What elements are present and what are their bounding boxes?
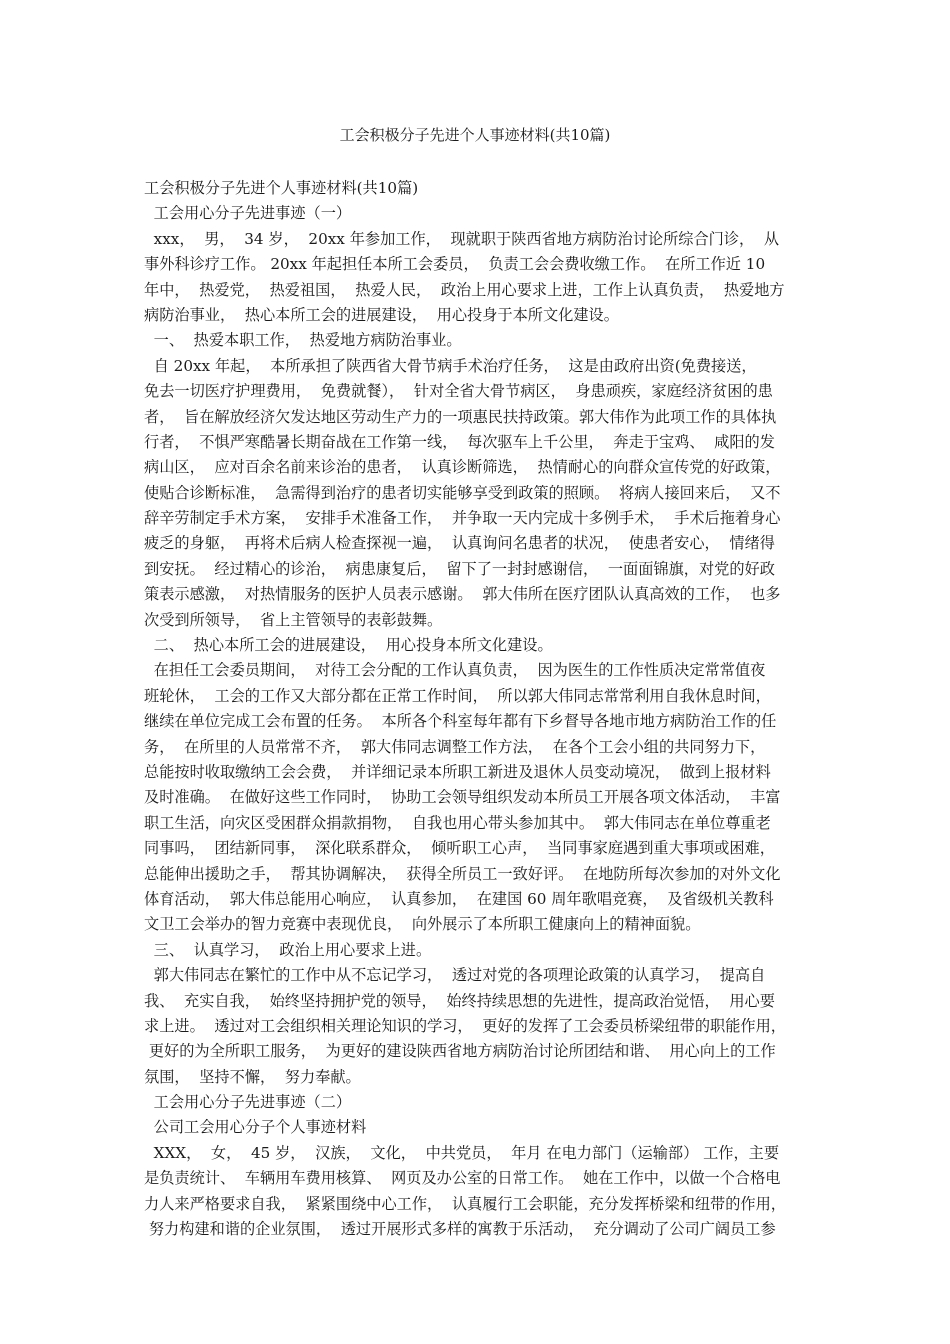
body-line: 及时准确。 在做好这些工作同时， 协助工会领导组织发动本所员工开展各项文体活动， 丰富 <box>144 788 781 807</box>
body-line: 体育活动， 郭大伟总能用心响应， 认真参加， 在建国 60 周年歌唱竞赛， 及省级机关教科 <box>144 889 774 908</box>
body-line: 更好的为全所职工服务， 为更好的建设陕西省地方病防治讨论所团结和谐、 用心向上的工作 <box>144 1042 776 1061</box>
body-line: 策表示感激， 对热情服务的医护人员表示感谢。 郭大伟所在医疗团队认真高效的工作， 也多 <box>144 585 781 604</box>
body-line: 病防治事业， 热心本所工会的进展建设， 用心投身于本所文化建设。 <box>144 305 619 324</box>
body-line: 病山区， 应对百余名前来诊治的患者， 认真诊断筛选， 热情耐心的向群众宣传党的好政策， <box>144 458 781 477</box>
body-line: 者， 旨在解放经济欠发达地区劳动生产力的一项惠民扶持政策。郭大伟作为此项工作的具体执 <box>144 407 777 426</box>
body-line: 三、 认真学习， 政治上用心要求上进。 <box>144 940 432 959</box>
body-line: 总能伸出援助之手， 帮其协调解决， 获得全所员工一致好评。 在地防所每次参加的对外文化 <box>144 864 781 883</box>
body-line: 年中， 热爱党， 热爱祖国， 热爱人民， 政治上用心要求上进，工作上认真负责， 热爱地方 <box>144 280 785 299</box>
body-line: 二、 热心本所工会的进展建设， 用心投身本所文化建设。 <box>144 636 553 655</box>
body-line: 同事吗， 团结新同事， 深化联系群众， 倾听职工心声， 当同事家庭遇到重大事项或困难， <box>144 839 775 858</box>
body-line: 文卫工会举办的智力竞赛中表现优良， 向外展示了本所职工健康向上的精神面貌。 <box>144 915 701 934</box>
body-line: 努力构建和谐的企业氛围， 透过开展形式多样的寓教于乐活动， 充分调动了公司广阔员工参 <box>144 1220 776 1239</box>
body-line: xxx， 男， 34 岁， 20xx 年参加工作， 现就职于陕西省地方病防治讨论所综合门诊， 从 <box>144 229 780 248</box>
body-line: 辞辛劳制定手术方案， 安排手术准备工作， 并争取一天内完成十多例手术， 手术后拖着身心 <box>144 509 781 528</box>
body-line: 工会用心分子先进事迹（一） <box>144 204 352 223</box>
body-line: 郭大伟同志在繁忙的工作中从不忘记学习， 透过对党的各项理论政策的认真学习， 提高自 <box>144 966 766 985</box>
body-line: 求上进。 透过对工会组织相关理论知识的学习， 更好的发挥了工会委员桥梁纽带的职能作用， <box>144 1016 786 1035</box>
body-line: 我、 充实自我， 始终坚持拥护党的领导， 始终持续思想的先进性，提高政治觉悟， 用心要 <box>144 991 775 1010</box>
body-line: 事外科诊疗工作。 20xx 年起担任本所工会委员， 负责工会会费收缴工作。 在所工作近 10 <box>144 255 766 274</box>
body-line: 力人来严格要求自我， 紧紧围绕中心工作， 认真履行工会职能，充分发挥桥梁和纽带的作用， <box>144 1194 786 1213</box>
body-line: 工会积极分子先进个人事迹材料(共10篇) <box>144 179 419 197</box>
body-line: 次受到所领导， 省上主管领导的表彰鼓舞。 <box>144 610 443 629</box>
body-line: 班轮休， 工会的工作又大部分都在正常工作时间， 所以郭大伟同志常常利用自我休息时间， <box>144 686 771 705</box>
body-line: 总能按时收取缴纳工会会费， 并详细记录本所职工新进及退休人员变动境况， 做到上报材料 <box>144 762 771 781</box>
body-line: 公司工会用心分子个人事迹材料 <box>144 1118 367 1137</box>
body-line: 职工生活，向灾区受困群众捐款捐物， 自我也用心带头参加其中。 郭大伟同志在单位尊重老 <box>144 813 771 832</box>
body-line: 在担任工会委员期间， 对待工会分配的工作认真负责， 因为医生的工作性质决定常常值夜 <box>144 661 766 680</box>
body-line: 疲乏的身躯， 再将术后病人检查探视一遍， 认真询问名患者的状况， 使患者安心， 情绪得 <box>144 534 775 553</box>
body-line: 自 20xx 年起， 本所承担了陕西省大骨节病手术治疗任务， 这是由政府出资(免费接送， <box>144 356 757 375</box>
body-line: 免去一切医疗护理费用， 免费就餐）， 针对全省大骨节病区， 身患顽疾，家庭经济贫困的患 <box>144 382 773 401</box>
body-line: 氛围， 坚持不懈， 努力奉献。 <box>144 1067 361 1086</box>
body-line: 继续在单位完成工会布置的任务。 本所各个科室每年都有下乡督导各地市地方病防治工作的任 <box>144 712 777 731</box>
body-line: 一、 热爱本职工作， 热爱地方病防治事业。 <box>144 331 462 350</box>
body-line: 使贴合诊断标准， 急需得到治疗的患者切实能够享受到政策的照顾。 将病人接回来后， 又不 <box>144 483 781 502</box>
body-line: 工会用心分子先进事迹（二） <box>144 1093 352 1112</box>
body-line: 务， 在所里的人员常常不齐， 郭大伟同志调整工作方法， 在各个工会小组的共同努力下， <box>144 737 766 756</box>
body-line: XXX， 女， 45 岁， 汉族， 文化， 中共党员， 年月 在电力部门（运输部） 工作，主要 <box>144 1143 780 1162</box>
body-line: 是负责统计、 车辆用车费用核算、 网页及办公室的日常工作。 她在工作中，以做一个合格电 <box>144 1169 781 1188</box>
document-body <box>144 176 812 1242</box>
document-title: 工会积极分子先进个人事迹材料(共10篇) <box>339 126 611 144</box>
body-line: 到安抚。 经过精心的诊治， 病患康复后， 留下了一封封感谢信， 一面面锦旗，对党的好政 <box>144 559 775 578</box>
body-line: 行者， 不惧严寒酷暑长期奋战在工作第一线， 每次驱车上千公里， 奔走于宝鸡、 咸阳的发 <box>144 432 775 451</box>
